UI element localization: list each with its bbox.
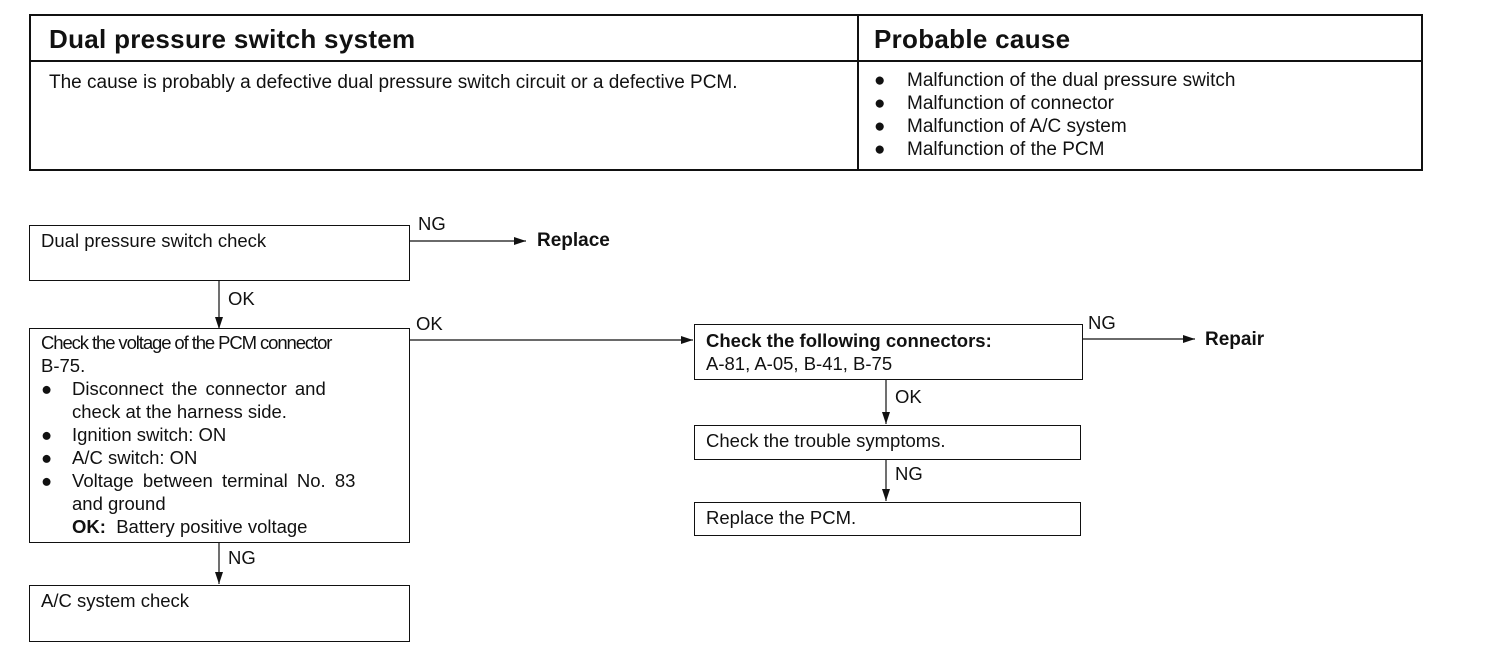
bullet-icon: ● [874,139,886,160]
connectors-list: A-81, A-05, B-41, B-75 [706,353,893,374]
ok-label: OK [416,313,443,334]
connectors-title-text: Check the following connectors: [706,330,992,351]
connectors-title [706,329,1069,352]
list-item: ● A/C switch: ON [41,447,198,468]
list-item: ● Disconnect the connector and check at the harness side. [41,378,326,422]
bullet-icon: ● [874,93,886,114]
ng-label: NG [1088,312,1116,333]
replace-result-label: Replace [537,230,610,251]
ng-label: NG [418,213,446,234]
list-item: ● Malfunction of A/C system [874,116,1127,137]
bullet-icon: ● [874,70,886,91]
check-trouble-symptoms-box [694,425,1081,460]
bullet-icon: ● [41,424,53,445]
ng-label: NG [895,463,923,484]
pcm-check-content [41,331,401,538]
table-header-system: Dual pressure switch system [49,24,416,54]
pcm-check-title-line1: Check the voltage of the PCM connector [41,332,332,353]
repair-result-label: Repair [1205,329,1265,350]
list-item: ● Malfunction of the PCM [874,139,1105,160]
bullet-icon: ● [41,470,53,491]
ok-criterion-label: OK: [72,516,106,537]
pcm-check-title-line2: B-75. [41,355,86,376]
ok-label: OK [895,386,922,407]
box-label: Dual pressure switch check [41,230,267,251]
ok-label: OK [228,288,255,309]
list-item: ● Ignition switch: ON [41,424,227,445]
list-item: ● Malfunction of connector [874,93,1115,114]
box-label: Replace the PCM. [706,507,857,528]
box-label: A/C system check [41,590,190,611]
pcm-connector-voltage-check-box [29,328,410,543]
bullet-icon: ● [41,378,53,399]
dual-pressure-switch-check-box [29,225,410,281]
list-item: ● Voltage between terminal No. 83 and ground OK: Battery positive voltage [41,470,356,537]
table-header-probable-cause: Probable cause [874,24,1071,54]
bullet-icon: ● [41,447,53,468]
ok-criterion-value: Battery positive voltage [116,516,308,537]
ac-system-check-box [29,585,410,642]
pcm-check-steps [41,377,401,538]
check-connectors-box [694,324,1083,380]
replace-pcm-box [694,502,1081,536]
box-label: Check the trouble symptoms. [706,430,946,451]
cause-description: The cause is probably a defective dual pressure switch circuit or a defective PCM. [49,72,738,93]
bullet-icon: ● [874,116,886,137]
ng-label: NG [228,547,256,568]
list-item: ● Malfunction of the dual pressure switch [874,70,1236,91]
